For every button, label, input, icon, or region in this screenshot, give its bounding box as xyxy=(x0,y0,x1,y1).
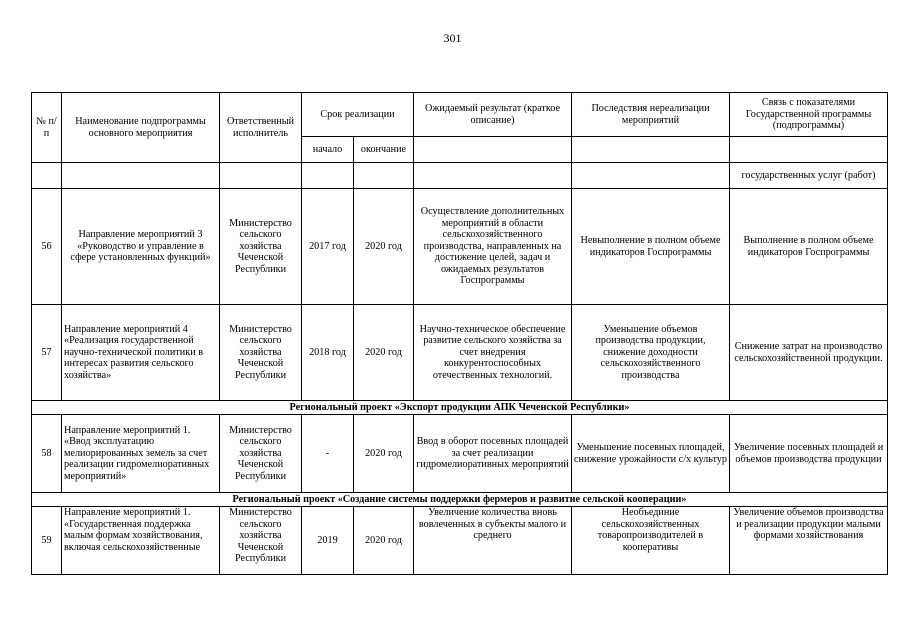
row-name: Направление мероприятий 4 «Реализация государственной научно-технической политики в интересах развития сельского хозяйства» xyxy=(62,305,220,401)
header-empty-cell xyxy=(414,137,572,163)
header-name: Наименование подпрограммы основного мероприятия xyxy=(62,93,220,163)
row-num: 58 xyxy=(32,415,62,493)
row-link: Увеличение объемов производства и реализации продукции малыми формами хозяйствования xyxy=(730,507,888,575)
header-period-end: окончание xyxy=(354,137,414,163)
empty-cell xyxy=(32,163,62,189)
row-start: - xyxy=(302,415,354,493)
header-consequences: Последствия нереализации мероприятий xyxy=(572,93,730,137)
table-row xyxy=(32,305,888,401)
header-period: Срок реализации xyxy=(302,93,414,137)
header-expected: Ожидаемый результат (краткое описание) xyxy=(414,93,572,137)
row-end: 2020 год xyxy=(354,189,414,305)
empty-cell xyxy=(62,163,220,189)
continuation-link: государственных услуг (работ) xyxy=(730,163,888,189)
header-empty-cell xyxy=(730,137,888,163)
row-end: 2020 год xyxy=(354,507,414,575)
empty-cell xyxy=(220,163,302,189)
row-expected: Осуществление дополнительных мероприятий в области сельскохозяйственного производства, направленных на достижение целей, задач и ожидаемых результатов Госпрограммы xyxy=(414,189,572,305)
empty-cell xyxy=(414,163,572,189)
row-link: Увеличение посевных площадей и объемов производства продукции xyxy=(730,415,888,493)
section-row xyxy=(32,493,888,507)
row-expected: Увеличение количества вновь вовлеченных в субъекты малого и среднего xyxy=(414,507,572,575)
row-responsible: Министерство сельского хозяйства Чеченской Республики xyxy=(220,507,302,575)
header-num: № п/п xyxy=(32,93,62,163)
program-table xyxy=(31,92,888,575)
row-consequences: Уменьшение объемов производства продукции, снижение доходности сельскохозяйственного производства xyxy=(572,305,730,401)
header-row xyxy=(32,93,888,137)
row-link: Выполнение в полном объеме индикаторов Госпрограммы xyxy=(730,189,888,305)
row-num: 59 xyxy=(32,507,62,575)
row-expected: Научно-техническое обеспечение развитие сельского хозяйства за счет внедрения конкурентоспособных отечественных технологий. xyxy=(414,305,572,401)
header-link: Связь с показателями Государственной программы (подпрограммы) xyxy=(730,93,888,137)
row-num: 56 xyxy=(32,189,62,305)
row-start: 2018 год xyxy=(302,305,354,401)
section-row xyxy=(32,401,888,415)
row-consequences: Уменьшение посевных площадей, снижение урожайности с/х культур xyxy=(572,415,730,493)
row-start: 2019 xyxy=(302,507,354,575)
row-responsible: Министерство сельского хозяйства Чеченской Республики xyxy=(220,189,302,305)
header-empty-cell xyxy=(572,137,730,163)
row-name: Направление мероприятий 1. «Государственная поддержка малым формам хозяйствования, включая сельскохозяйственные xyxy=(62,507,220,575)
row-link: Снижение затрат на производство сельскохозяйственной продукции. xyxy=(730,305,888,401)
row-consequences: Необъединие сельскохозяйственных товаропроизводителей в кооперативы xyxy=(572,507,730,575)
page-number: 301 xyxy=(443,31,462,45)
row-responsible: Министерство сельского хозяйства Чеченской Республики xyxy=(220,305,302,401)
row-name: Направление мероприятий 3 «Руководство и управление в сфере установленных функций» xyxy=(62,189,220,305)
section-title: Региональный проект «Экспорт продукции АПК Чеченской Республики» xyxy=(32,401,888,415)
row-consequences: Невыполнение в полном объеме индикаторов Госпрограммы xyxy=(572,189,730,305)
table-row xyxy=(32,507,888,575)
row-start: 2017 год xyxy=(302,189,354,305)
continuation-row xyxy=(32,163,888,189)
section-title: Региональный проект «Создание системы поддержки фермеров и развитие сельской кооперации» xyxy=(32,493,888,507)
row-name: Направление мероприятий 1. «Ввод эксплуатацию мелиорированных земель за счет реализации гидромелиоративных мероприятий» xyxy=(62,415,220,493)
row-end: 2020 год xyxy=(354,305,414,401)
row-responsible: Министерство сельского хозяйства Чеченской Республики xyxy=(220,415,302,493)
row-end: 2020 год xyxy=(354,415,414,493)
row-num: 57 xyxy=(32,305,62,401)
empty-cell xyxy=(354,163,414,189)
header-responsible: Ответственный исполнитель xyxy=(220,93,302,163)
empty-cell xyxy=(572,163,730,189)
table-row xyxy=(32,415,888,493)
empty-cell xyxy=(302,163,354,189)
row-expected: Ввод в оборот посевных площадей за счет реализации гидромелиоративных мероприятий xyxy=(414,415,572,493)
table-row xyxy=(32,189,888,305)
header-period-start: начало xyxy=(302,137,354,163)
